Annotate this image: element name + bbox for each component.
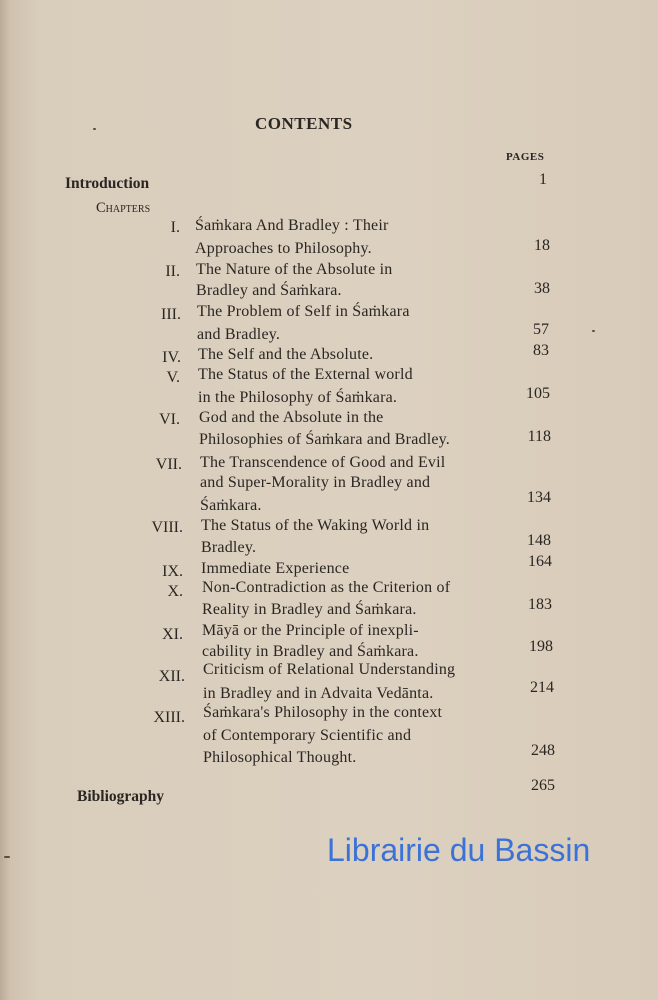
chapter-title-line: Māyā or the Principle of inexpli- <box>202 622 419 639</box>
chapter-number: XI. <box>162 626 183 643</box>
chapter-page: 214 <box>530 679 554 696</box>
chapter-title-line: Philosophies of Śaṁkara and Bradley. <box>199 431 451 448</box>
chapter-number: VII. <box>155 456 182 473</box>
chapter-page: 198 <box>529 638 553 655</box>
chapter-title-line: and Bradley. <box>197 326 281 343</box>
chapter-number: II. <box>165 263 180 280</box>
chapter-title-line: of Contemporary Scientific and <box>203 727 412 744</box>
chapter-number: X. <box>167 583 183 600</box>
chapter-title-line: in Bradley and in Advaita Vedānta. <box>203 685 434 702</box>
chapter-title-line: Śaṁkara. <box>200 497 262 514</box>
chapter-title-line: God and the Absolute in the <box>199 409 384 426</box>
chapter-title-line: Non-Contradiction as the Criterion of <box>202 579 451 596</box>
chapter-number: XIII. <box>153 709 185 726</box>
chapter-title-line: Reality in Bradley and Śaṁkara. <box>202 601 417 618</box>
chapter-title-line: Śaṁkara And Bradley : Their <box>195 217 389 234</box>
chapter-page: 183 <box>528 596 552 613</box>
chapter-number: V. <box>166 369 180 386</box>
chapter-title-line: Philosophical Thought. <box>203 749 357 766</box>
chapter-title-line: cability in Bradley and Śaṁkara. <box>202 643 419 660</box>
chapter-page: 105 <box>526 385 550 402</box>
chapter-page: 18 <box>534 237 550 254</box>
chapter-title-line: The Nature of the Absolute in <box>196 261 393 278</box>
paper-speck <box>592 330 595 332</box>
chapter-page: 164 <box>528 553 552 570</box>
chapter-title-line: Criticism of Relational Understanding <box>203 661 456 678</box>
chapter-number: IV. <box>162 349 181 366</box>
chapter-number: VIII. <box>151 519 183 536</box>
paper-speck <box>93 128 96 130</box>
bibliography-label: Bibliography <box>77 788 164 805</box>
bibliography-page: 265 <box>531 777 555 794</box>
chapter-title-line: Approaches to Philosophy. <box>195 240 372 257</box>
chapter-page: 38 <box>534 280 550 297</box>
seller-watermark: Librairie du Bassin <box>327 832 591 868</box>
chapter-title-line: Bradley and Śaṁkara. <box>196 282 342 299</box>
chapter-title-line: The Problem of Self in Śaṁkara <box>197 303 410 320</box>
chapter-number: VI. <box>159 411 180 428</box>
chapter-number: IX. <box>162 563 183 580</box>
pages-column-header: PAGES <box>506 151 545 163</box>
chapter-page: 57 <box>533 321 549 338</box>
chapter-title-line: The Status of the External world <box>198 366 413 383</box>
chapter-page: 134 <box>527 489 551 506</box>
chapter-title-line: Immediate Experience <box>201 560 350 577</box>
introduction-label: Introduction <box>65 175 150 192</box>
chapter-page: 148 <box>527 532 551 549</box>
chapter-number: I. <box>170 219 180 236</box>
chapter-title-line: The Self and the Absolute. <box>198 346 374 363</box>
chapter-page: 83 <box>533 342 549 359</box>
chapter-title-line: Śaṁkara's Philosophy in the context <box>203 704 443 721</box>
chapter-page: 248 <box>531 742 555 759</box>
chapter-title-line: in the Philosophy of Śaṁkara. <box>198 389 398 406</box>
chapters-label: Chapters <box>96 200 151 216</box>
introduction-page: 1 <box>539 171 547 188</box>
chapter-number: XII. <box>158 668 185 685</box>
page-title: CONTENTS <box>255 114 353 133</box>
chapter-title-line: The Transcendence of Good and Evil <box>200 454 446 471</box>
chapter-number: III. <box>161 306 181 323</box>
chapter-title-line: The Status of the Waking World in <box>201 517 430 534</box>
paper-speck <box>4 856 10 858</box>
chapter-title-line: and Super-Morality in Bradley and <box>200 474 431 491</box>
chapter-page: 118 <box>527 428 551 445</box>
chapter-title-line: Bradley. <box>201 539 257 556</box>
